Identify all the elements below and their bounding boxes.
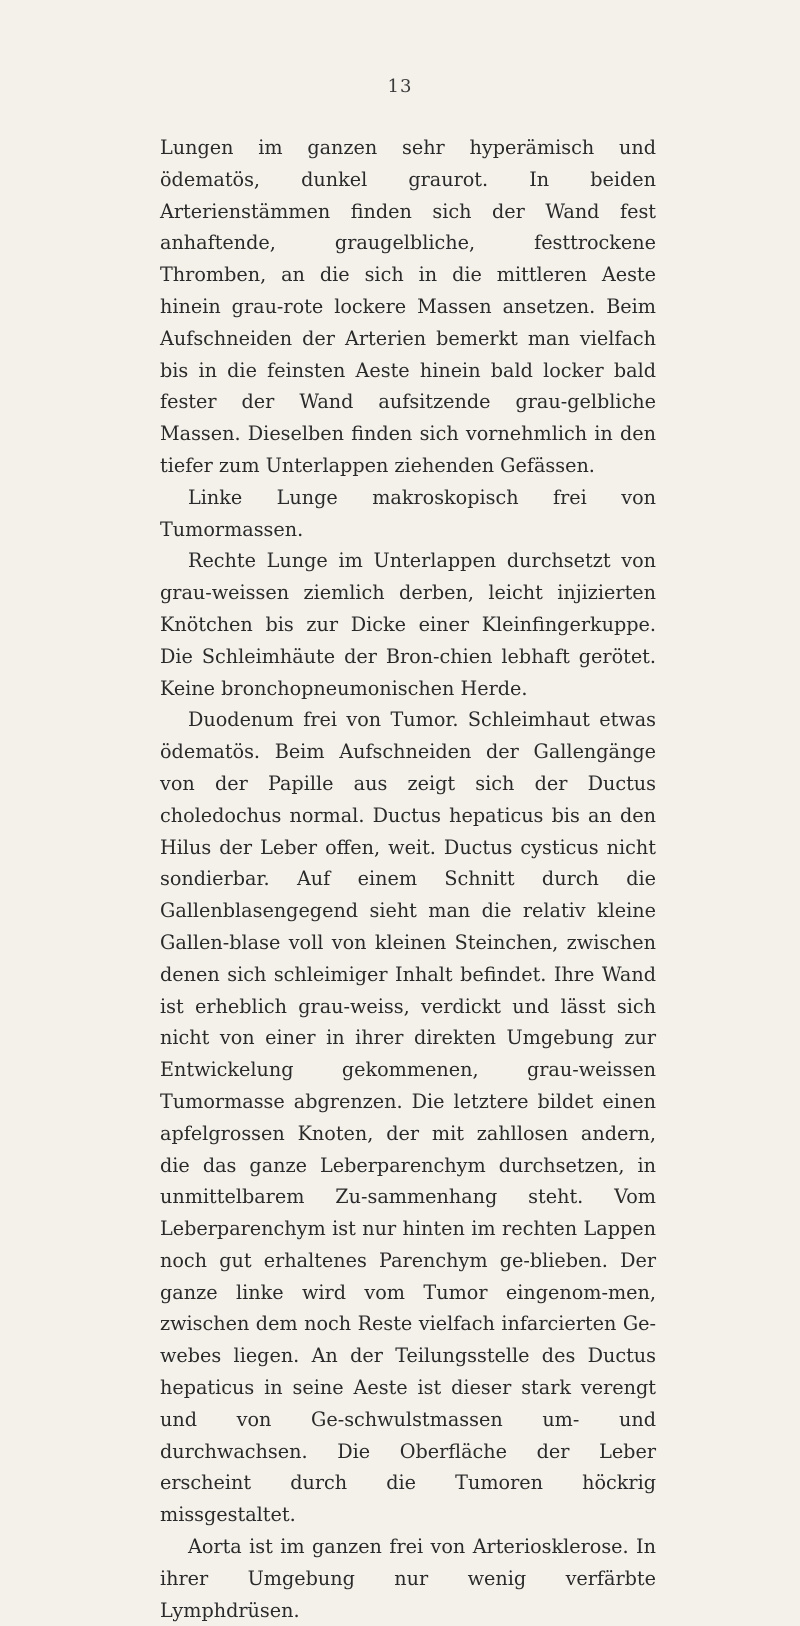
paragraph-lungen: Lungen im ganzen sehr hyperämisch und ödematös, dunkel graurot. In beiden Arterienstämmen finden sich der Wand fest anhaftende, graugelbliche, festtrockene Thromben, an die sich in die mittleren Aeste hinein grau-rote lockere Massen ansetzen. Beim Aufschneiden der Arterien bemerkt man vielfach bis in die feinsten Aeste hinein bald locker bald fester der Wand aufsitzende grau-gelbliche Massen. Dieselben finden sich vornehmlich in den tiefer zum Unterlappen ziehenden Gefässen. (160, 136, 656, 477)
paragraph-linke-lunge: Linke Lunge makroskopisch frei von Tumormassen. (160, 485, 656, 541)
body-text (160, 132, 656, 1626)
paragraph-duodenum: Duodenum frei von Tumor. Schleimhaut etwas ödematös. Beim Aufschneiden der Gallengänge von der Papille aus zeigt sich der Ductus choledochus normal. Ductus hepaticus bis an den Hilus der Leber offen, weit. Ductus cysticus nicht sondierbar. Auf einem Schnitt durch die Gallenblasengegend sieht man die relativ kleine Gallen-blase voll von kleinen Steinchen, zwischen denen sich schleimiger Inhalt befindet. Ihre Wand ist erheblich grau-weiss, verdickt und lässt sich nicht von einer in ihrer direkten Umgebung zur Entwickelung gekommenen, grau-weissen Tumormasse abgrenzen. Die letztere bildet einen apfelgrossen Knoten, der mit zahllosen andern, die das ganze Leberparenchym durchsetzen, in unmittelbarem Zu-sammenhang steht. Vom Leberparenchym ist nur hinten im rechten Lappen noch gut erhaltenes Parenchym ge-blieben. Der ganze linke wird vom Tumor eingenom-men, zwischen dem noch Reste vielfach infarcierten Ge-webes liegen. An der Teilungsstelle des Ductus hepaticus in seine Aeste ist dieser stark verengt und von Ge-schwulstmassen um- und durchwachsen. Die Oberfläche der Leber erscheint durch die Tumoren höckrig missgestaltet. (160, 708, 656, 1527)
paragraph-rechte-lunge: Rechte Lunge im Unterlappen durchsetzt von grau-weissen ziemlich derben, leicht injizierten Knötchen bis zur Dicke einer Kleinfingerkuppe. Die Schleimhäute der Bron-chien lebhaft gerötet. Keine bronchopneumonischen Herde. (160, 549, 656, 700)
page-number: 13 (387, 76, 413, 97)
paragraph-aorta: Aorta ist im ganzen frei von Arteriosklerose. In ihrer Umgebung nur wenig verfärbte Lymphdrüsen. (160, 1535, 656, 1622)
